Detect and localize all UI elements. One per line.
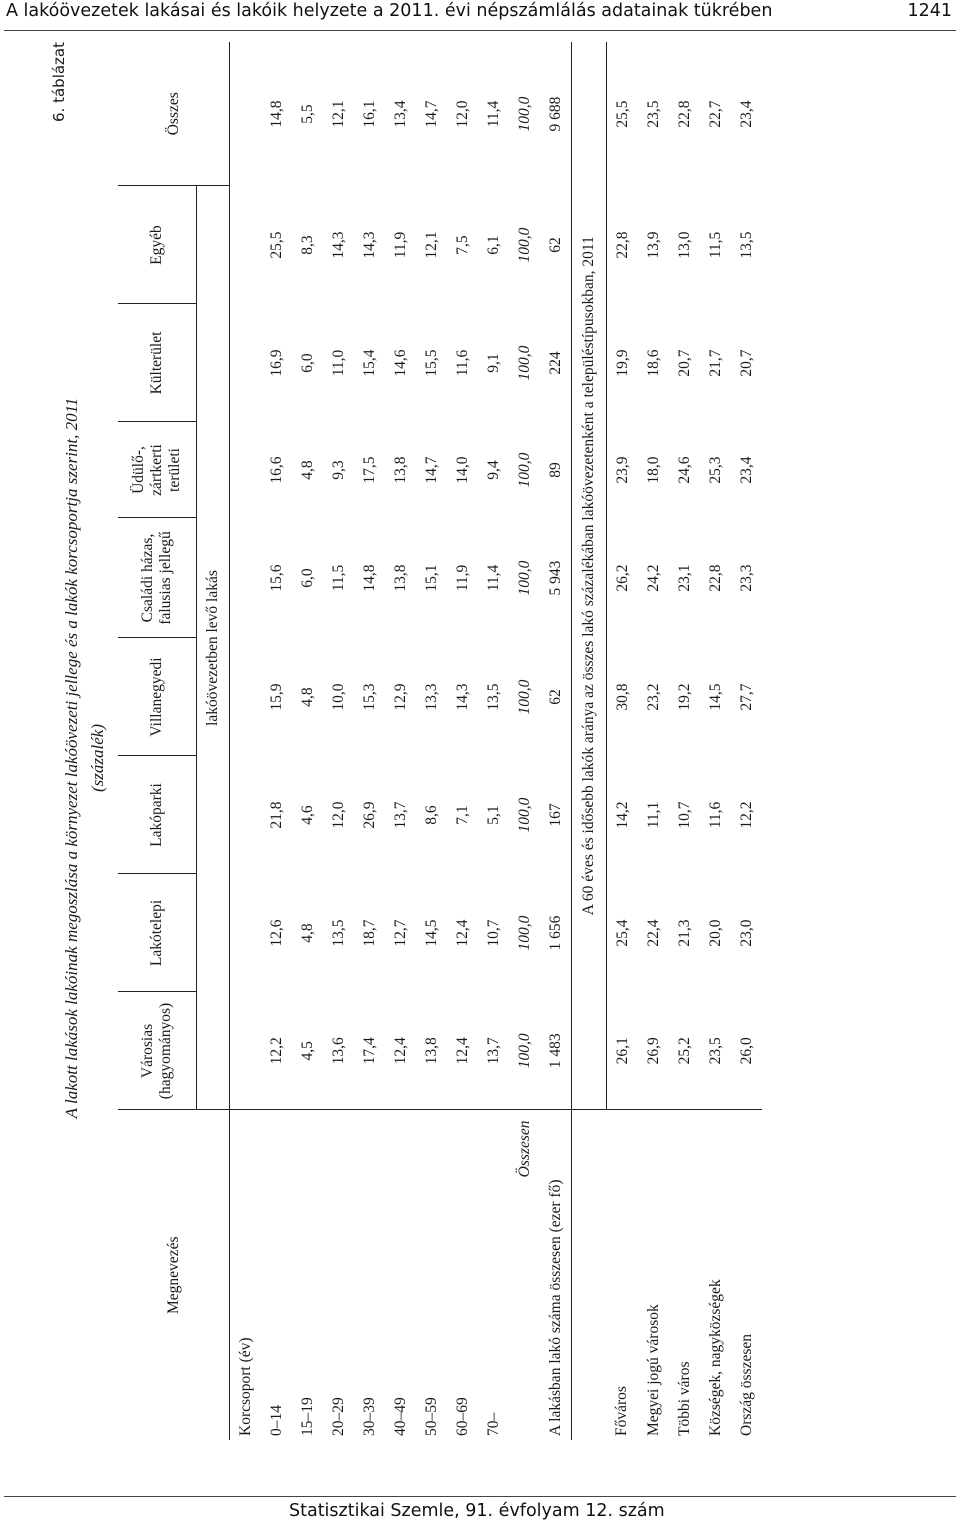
- column-header-lakotelepi: Lakótelepi: [118, 874, 197, 992]
- table-cell: 19,2: [675, 683, 693, 711]
- section2-header-row: [572, 42, 607, 1440]
- table-cell: 100,0: [515, 1033, 533, 1069]
- table-cell: 11,4: [484, 564, 502, 592]
- table-cell: 23,5: [644, 100, 662, 128]
- table-cell: 13,7: [391, 801, 409, 829]
- table-cell: 13,8: [391, 564, 409, 592]
- table-cell: 14,8: [360, 564, 378, 592]
- column-header-row: [118, 42, 197, 1440]
- column-header-megnevezes: Megnevezés: [118, 1110, 230, 1440]
- section-header-row: [230, 42, 262, 1440]
- table-cell: 24,6: [675, 456, 693, 484]
- table-cell: 22,4: [644, 919, 662, 947]
- table-cell: 25,5: [267, 231, 285, 259]
- row-label: 20–29: [323, 1110, 354, 1440]
- table-cell: 15,1: [422, 564, 440, 592]
- table-cell: 6,0: [298, 353, 316, 373]
- table-title: A lakott lakások lakóinak megoszlása a környezet lakóövezeti jellege és a lakók korcsoportja szerint, 2011: [62, 397, 81, 1119]
- table-cell: 100,0: [515, 345, 533, 381]
- table-cell: 25,5: [613, 100, 631, 128]
- table-cell: 27,7: [737, 683, 755, 711]
- table-cell: 23,1: [675, 564, 693, 592]
- table-cell: 100,0: [515, 679, 533, 715]
- table-cell: 100,0: [515, 96, 533, 132]
- table-row: [261, 42, 292, 1440]
- table-cell: 13,7: [484, 1037, 502, 1065]
- table-cell: 25,4: [613, 919, 631, 947]
- table-cell: 4,8: [298, 460, 316, 480]
- table-cell: 14,8: [267, 100, 285, 128]
- row-label: 15–19: [292, 1110, 323, 1440]
- row-label: 70–: [478, 1110, 509, 1440]
- table-cell: 14,3: [453, 683, 471, 711]
- table-cell: 4,6: [298, 805, 316, 825]
- table-cell: 25,3: [706, 456, 724, 484]
- table-cell: 10,0: [329, 683, 347, 711]
- table-cell: 13,5: [484, 683, 502, 711]
- header-rule: [4, 30, 956, 31]
- row-label: 40–49: [385, 1110, 416, 1440]
- column-header-egyeb: Egyéb: [118, 186, 197, 304]
- row-label: Községek, nagyközségek: [700, 1110, 731, 1440]
- table-cell: 4,8: [298, 923, 316, 943]
- table-cell: 18,0: [644, 456, 662, 484]
- table-cell: 8,3: [298, 235, 316, 255]
- table-cell: 13,6: [329, 1037, 347, 1065]
- data-table: [118, 42, 762, 1440]
- table-cell: 22,8: [613, 231, 631, 259]
- table-cell: 100,0: [515, 227, 533, 263]
- settlement-row: [700, 42, 731, 1440]
- row-label: Megyei jogú városok: [638, 1110, 669, 1440]
- table-cell: 26,1: [613, 1037, 631, 1065]
- table-cell: 9,1: [484, 353, 502, 373]
- table-cell: 10,7: [675, 801, 693, 829]
- table-cell: 16,9: [267, 349, 285, 377]
- table-cell: 20,0: [706, 919, 724, 947]
- table-cell: 21,3: [675, 919, 693, 947]
- table-cell: 23,3: [737, 564, 755, 592]
- table-cell: 9,4: [484, 460, 502, 480]
- table-cell: 16,1: [360, 100, 378, 128]
- table-row: [354, 42, 385, 1440]
- table-cell: 14,7: [422, 100, 440, 128]
- table-cell: 23,9: [613, 456, 631, 484]
- table-cell: 19,9: [613, 349, 631, 377]
- table-cell: 13,4: [391, 100, 409, 128]
- column-header-varosias: Városias (hagyományos): [118, 992, 197, 1110]
- table-cell: 12,2: [737, 801, 755, 829]
- table-row: [416, 42, 447, 1440]
- table-cell: 15,3: [360, 683, 378, 711]
- table-cell: 13,3: [422, 683, 440, 711]
- settlement-row: [669, 42, 700, 1440]
- table-cell: 100,0: [515, 452, 533, 488]
- table-cell: 15,4: [360, 349, 378, 377]
- row-label: 0–14: [261, 1110, 292, 1440]
- journal-footer: Statisztikai Szemle, 91. évfolyam 12. szám: [289, 1501, 665, 1521]
- table-cell: 14,0: [453, 456, 471, 484]
- table-cell: 12,0: [329, 801, 347, 829]
- total-row: [509, 42, 540, 1440]
- page-number: 1241: [907, 1, 952, 21]
- table-cell: 1 656: [540, 874, 572, 992]
- table-cell: 5 943: [540, 518, 572, 638]
- row-label: Összesen: [509, 1110, 540, 1440]
- rotated-table-page: [50, 42, 960, 1468]
- table-cell: 12,2: [267, 1037, 285, 1065]
- table-cell: 15,9: [267, 683, 285, 711]
- table-cell: 12,4: [453, 919, 471, 947]
- table-cell: 4,5: [298, 1041, 316, 1061]
- table-cell: 7,5: [453, 235, 471, 255]
- table-cell: 13,9: [644, 231, 662, 259]
- table-cell: 14,5: [706, 683, 724, 711]
- table-number: 6. táblázat: [50, 42, 68, 122]
- table-cell: 100,0: [515, 915, 533, 951]
- table-cell: 21,8: [267, 801, 285, 829]
- table-row: [478, 42, 509, 1440]
- table-cell: 11,9: [453, 564, 471, 592]
- table-cell: 22,8: [675, 100, 693, 128]
- column-header-kulterulet: Külterület: [118, 304, 197, 422]
- table-cell: 23,0: [737, 919, 755, 947]
- table-cell: 7,1: [453, 805, 471, 825]
- table-cell: 14,5: [422, 919, 440, 947]
- table-cell: 13,5: [737, 231, 755, 259]
- row-label: A lakásban lakó száma összesen (ezer fő): [540, 1110, 572, 1440]
- column-header-lakoparki: Lakóparki: [118, 756, 197, 874]
- table-cell: 11,5: [329, 564, 347, 592]
- row-label: Ország összesen: [731, 1110, 762, 1440]
- table-row: [292, 42, 323, 1440]
- table-cell: 12,1: [329, 100, 347, 128]
- table-cell: 62: [540, 186, 572, 304]
- table-cell: 23,2: [644, 683, 662, 711]
- row-label: Többi város: [669, 1110, 700, 1440]
- table-cell: 11,6: [706, 801, 724, 829]
- table-cell: 13,8: [391, 456, 409, 484]
- table-cell: 14,7: [422, 456, 440, 484]
- table-cell: 6,0: [298, 568, 316, 588]
- section-label-korcsoport: Korcsoport (év): [230, 1110, 262, 1440]
- span-header-lakoovezet: lakóövezetben levő lakás: [197, 186, 230, 1110]
- table-cell: 15,6: [267, 564, 285, 592]
- table-cell: 17,4: [360, 1037, 378, 1065]
- table-row: [447, 42, 478, 1440]
- table-cell: 100,0: [515, 797, 533, 833]
- table-row: [323, 42, 354, 1440]
- table-cell: 167: [540, 756, 572, 874]
- column-header-csaladi-hazas: Családi házas, falusias jellegű: [118, 518, 197, 638]
- table-cell: 12,6: [267, 919, 285, 947]
- table-cell: 14,3: [329, 231, 347, 259]
- section2-label: A 60 éves és idősebb lakók aránya az összes lakó százalékában lakóövezetenként a településtípusokban, 2011: [572, 42, 607, 1110]
- table-cell: 100,0: [515, 560, 533, 596]
- table-cell: 23,4: [737, 456, 755, 484]
- table-cell: 224: [540, 304, 572, 422]
- footer-rule: [4, 1496, 956, 1497]
- table-cell: 23,5: [706, 1037, 724, 1065]
- table-cell: 12,0: [453, 100, 471, 128]
- table-cell: 12,1: [422, 231, 440, 259]
- table-cell: 14,3: [360, 231, 378, 259]
- table-cell: 18,7: [360, 919, 378, 947]
- table-cell: 5,5: [298, 104, 316, 124]
- table-row: [385, 42, 416, 1440]
- table-cell: 17,5: [360, 456, 378, 484]
- settlement-row: [607, 42, 639, 1440]
- table-cell: 12,7: [391, 919, 409, 947]
- table-cell: 22,8: [706, 564, 724, 592]
- table-cell: 12,4: [391, 1037, 409, 1065]
- table-cell: 14,2: [613, 801, 631, 829]
- table-cell: 11,9: [391, 231, 409, 259]
- table-unit: (százalék): [88, 724, 107, 792]
- table-cell: 18,6: [644, 349, 662, 377]
- table-cell: 10,7: [484, 919, 502, 947]
- table-cell: 21,7: [706, 349, 724, 377]
- table-cell: 16,6: [267, 456, 285, 484]
- section2-label-empty: [572, 1110, 607, 1440]
- table-cell: 26,9: [360, 801, 378, 829]
- table-cell: 23,4: [737, 100, 755, 128]
- table-cell: 13,8: [422, 1037, 440, 1065]
- table-cell: 22,7: [706, 100, 724, 128]
- table-cell: 20,7: [675, 349, 693, 377]
- column-header-udulo: Üdülő-, zártkerti területi: [118, 422, 197, 518]
- row-label: 60–69: [447, 1110, 478, 1440]
- table-cell: 30,8: [613, 683, 631, 711]
- table-cell: 13,5: [329, 919, 347, 947]
- table-cell: 11,5: [706, 231, 724, 259]
- table-cell: 12,9: [391, 683, 409, 711]
- table-cell: 11,6: [453, 349, 471, 377]
- column-header-villanegyedi: Villanegyedi: [118, 638, 197, 756]
- row-label: 50–59: [416, 1110, 447, 1440]
- table-cell: 89: [540, 422, 572, 518]
- table-cell: 15,5: [422, 349, 440, 377]
- table-cell: 11,0: [329, 349, 347, 377]
- row-label: Főváros: [607, 1110, 639, 1440]
- row-label: 30–39: [354, 1110, 385, 1440]
- table-cell: 5,1: [484, 805, 502, 825]
- table-cell: 13,0: [675, 231, 693, 259]
- table-cell: 24,2: [644, 564, 662, 592]
- table-cell: 9,3: [329, 460, 347, 480]
- table-cell: 20,7: [737, 349, 755, 377]
- table-cell: 4,8: [298, 687, 316, 707]
- table-cell: 26,0: [737, 1037, 755, 1065]
- table-cell: 6,1: [484, 235, 502, 255]
- settlement-row: [638, 42, 669, 1440]
- table-cell: 26,2: [613, 564, 631, 592]
- table-cell: 25,2: [675, 1037, 693, 1065]
- table-cell: 11,1: [644, 801, 662, 829]
- running-title: A lakóövezetek lakásai és lakóik helyzete a 2011. évi népszámlálás adatainak tükrében: [6, 1, 773, 21]
- table-cell: 62: [540, 638, 572, 756]
- column-header-osszes: Összes: [118, 42, 230, 186]
- table-cell: 11,4: [484, 100, 502, 128]
- table-cell: 9 688: [540, 42, 572, 186]
- table-cell: 8,6: [422, 805, 440, 825]
- table-cell: 12,4: [453, 1037, 471, 1065]
- settlement-row: [731, 42, 762, 1440]
- table-cell: 26,9: [644, 1037, 662, 1065]
- table-cell: 14,6: [391, 349, 409, 377]
- residents-row: [540, 42, 572, 1440]
- table-cell: 1 483: [540, 992, 572, 1110]
